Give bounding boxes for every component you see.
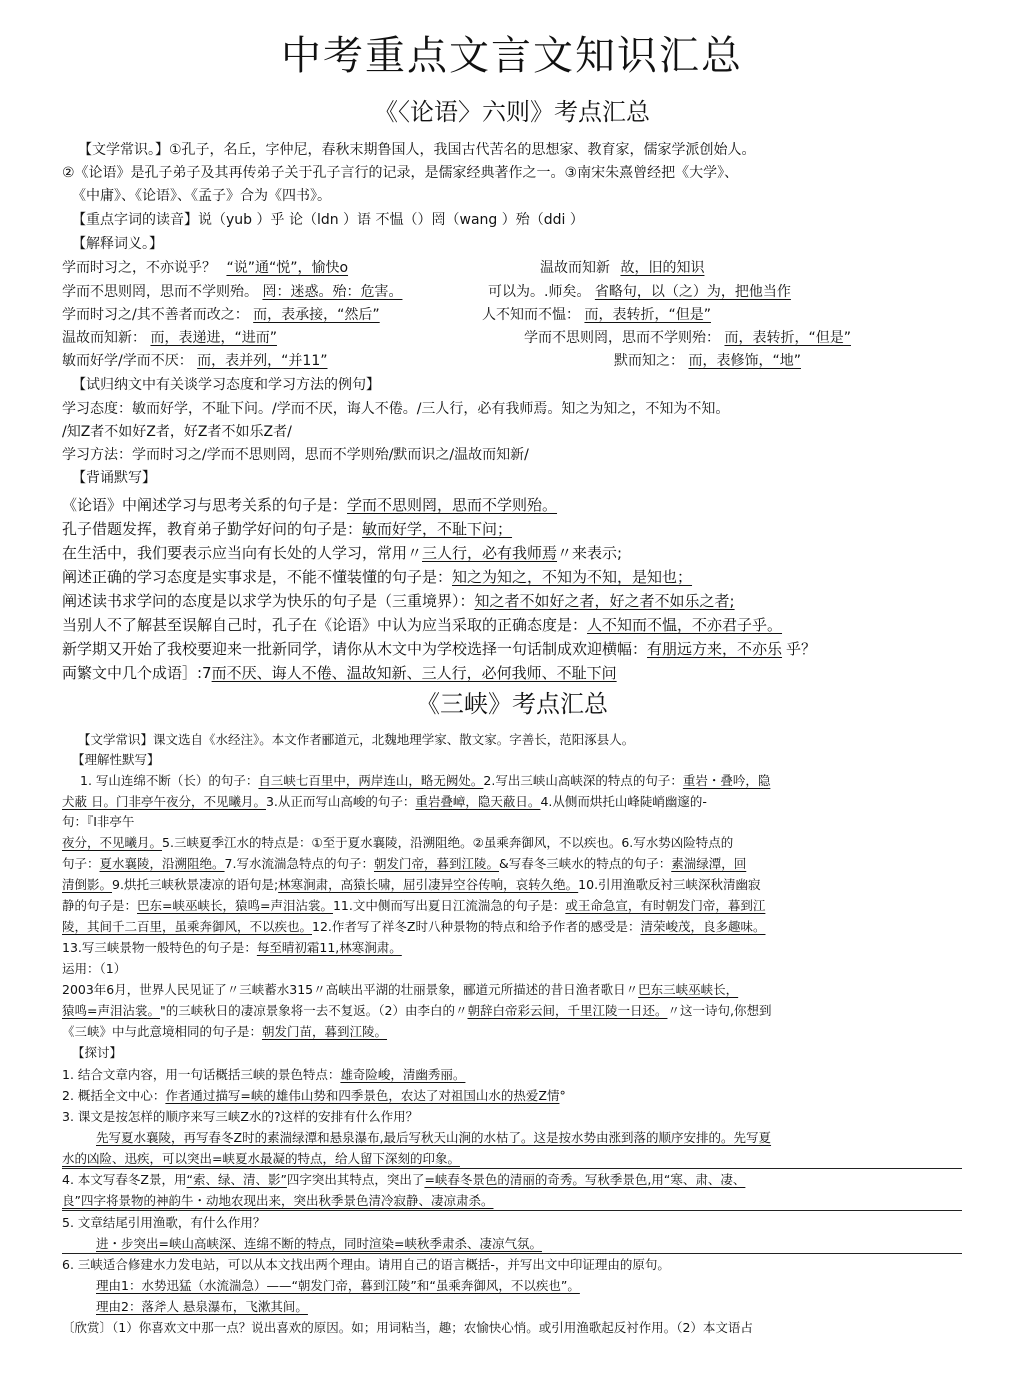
question-text: 乎？: [786, 640, 817, 658]
answer-text: 三人行，必有我师焉: [422, 544, 558, 562]
word-explanation-row: [488, 282, 791, 302]
study-method-line: 学习方法：学而时习之/学而不思则罔，思而不学则殆/默而识之/温故而知新/: [62, 447, 529, 463]
explain-term: 可以为。.师矣。: [488, 284, 591, 300]
question-text: 13.写三峡景物一般特色的句子是：: [62, 940, 257, 955]
answer-text: 朝发门苗，暮到江陵。: [262, 1024, 388, 1039]
question-text: 12.作者写了祥冬Z时八种景物的特点和给予作者的感受是：: [312, 919, 641, 934]
divider-line: [62, 1210, 962, 1211]
lit-note-line: 【文学常识】课文选自《水经注》。本文作者郦道元，北魏地理学家、散文家。字善长，范阳涿县人。: [78, 732, 635, 747]
study-attitude-line: 学习态度：敏而好学，不耻下问。/学而不厌，诲人不倦。/三人行，必有我师焉。知之为知之，不知为不知。: [62, 401, 730, 417]
explain-answer: 而，表承接，“然后”: [253, 307, 380, 323]
answer-text: 敏而好学，不耻下问；: [362, 520, 513, 538]
answer-text: 猿鸣=声泪沾裳。: [62, 1003, 160, 1018]
lit-note-line: 【文学常识。】①孔子，名丘，字仲尼，春秋末期鲁国人，我国古代苦名的思想家、教育家，儒家学派创始人。: [78, 142, 756, 158]
answer-text: 学而不思则罔，思而不学则殆。: [347, 496, 558, 514]
dictation-line: [62, 833, 733, 852]
question-text: 孔子借题发挥，教育弟子勤学好问的句子是：: [62, 520, 363, 538]
divider-line: [62, 1253, 962, 1254]
answer-text: 林寒涧肃，高猿长啸，屈引凄异空谷传响，哀转久绝。: [278, 877, 579, 892]
answer-text: 人不知而不愠，不亦君子乎。: [587, 616, 783, 634]
question-text: 7.写水流湍急特点的句子：: [224, 856, 374, 871]
recite-question: [62, 518, 512, 540]
answer-text: 素湍绿潭，回: [671, 856, 747, 871]
dictation-line: [62, 792, 707, 811]
explain-term: 默而知之：: [614, 353, 684, 369]
word-explanation-row: [62, 282, 402, 302]
recite-question: [62, 566, 692, 588]
explain-term: 人不知而不愠：: [482, 307, 580, 323]
section-label: 【背诵默写】: [72, 470, 156, 486]
section-label: 【试归纳文中有关谈学习态度和学习方法的例句】: [72, 377, 380, 393]
answer-text: 陵，其间千二百里，虽乘奔御风，不以疾也。: [62, 919, 313, 934]
discussion-answer: 进・步突出=峡山高峡深、连绵不断的特点，同时渲染=峡秋季肃杀、凄凉气氛。: [96, 1236, 542, 1251]
application-line: [62, 1001, 771, 1020]
discussion-answer: 良”四字将景物的神韵牛・动地农现出来，突出秋季景色清冷寂静、凄凉肃杀。: [62, 1193, 494, 1208]
answer-text: 每至晴初霜11,林寒涧肃。: [256, 940, 402, 955]
answer-text: 夏水襄陵，沿溯阻绝。: [99, 856, 225, 871]
answer-text: 朝发门帝，暮到江陵。: [373, 856, 499, 871]
explain-answer: 而，表转折，“但是”: [584, 307, 711, 323]
discussion-item: 6. 三峡适合修建水力发电站，可以从本文找出两个理由。请用自己的语言概括-，并写出文中印证理由的原句。: [62, 1257, 670, 1272]
discussion-answer: 理由1：水势迅猛（水流湍急）——“朝发门帝，暮到江陵”和“虽乘奔御风，不以疾也”。: [96, 1278, 580, 1293]
question-text: 両繁文中几个成语］:7: [62, 664, 212, 682]
question-text: 阐述读书求学问的态度是以求学为快乐的句子是（三重境界）：: [62, 592, 475, 610]
answer-text: 知之为知之，不知为不知，是知也；: [452, 568, 693, 586]
answer-text: 犬蔽 日。门非亭午夜分，不见曦月。: [62, 794, 266, 809]
answer-text: 有朋远方来，不亦乐: [647, 640, 783, 658]
explain-term: 学而不思则罔，思而不学则殆。: [62, 284, 258, 300]
explain-answer: “说”通“悦”，愉快o: [226, 260, 349, 276]
discussion-item: [62, 1170, 745, 1189]
answer-text: 朝辞白帝彩云间，千里江陵一日还。: [467, 1003, 668, 1018]
answer-text: 巴东三峡巫峡长，: [638, 982, 739, 997]
explain-answer: 省略句，以（之）为，把他当作: [594, 284, 791, 300]
explain-term: 温故而知新：: [62, 330, 146, 346]
answer-text: 自三峡七百里中，两岸连山，略无阙处。: [258, 773, 484, 788]
question-text: 句子：: [62, 856, 100, 871]
question-text: 2.写出三峡山高峡深的特点的句子：: [483, 773, 683, 788]
question-text: 静的句子是：: [62, 898, 138, 913]
explain-answer: 故，旧的知识: [620, 260, 705, 276]
explain-term: 学而时习之/其不善者而改之：: [62, 307, 249, 323]
word-explanation-row: [524, 328, 851, 348]
question-text: 11.文中侧而写出夏日江流湍急的句子是：: [332, 898, 566, 913]
page-title: 中考重点文言文知识汇总: [281, 33, 743, 79]
answer-text: =峡春冬景色的清丽的奇秀。写秋季景色,用: [424, 1172, 664, 1187]
question-text: 四字突出其特点，突出了: [286, 1172, 425, 1187]
question-text: 1. 结合文章内容，用一句话概括三峡的景色特点：: [62, 1067, 341, 1082]
question-text: 〃这一诗句,你想到: [667, 1003, 772, 1018]
explain-answer: 罔：迷惑。殆：危害。: [262, 284, 403, 300]
discussion-answer: 先写夏水襄陵，再写春冬Z时的素湍绿潭和悬泉瀑布,最后写秋天山涧的水枯了。这是按水势由涨到落的顺序安排的。先写夏: [96, 1130, 772, 1145]
question-text: 《论语》中阐述学习与思考关系的句子是：: [62, 496, 348, 514]
explain-answer: 而，表修饰，“地”: [688, 353, 801, 369]
explain-term: 温故而知新: [540, 260, 610, 276]
lit-note-line: ②《论语》是孔子弟子及其再传弟子关于孔子言行的记录，是儒家经典著作之一。③南宋朱熹曾经把《大学》、: [62, 165, 739, 181]
question-text: 4. 本文写春冬Z景，用: [62, 1172, 187, 1187]
divider-line: [62, 1168, 962, 1169]
recite-question: [62, 638, 816, 660]
section-heading-sanxia: 《三峡》考点汇总: [416, 690, 608, 718]
discussion-answer: 理由2：落斧人 悬泉瀑布，飞漱其间。: [96, 1299, 308, 1314]
application-line: [62, 980, 738, 999]
dictation-line: [62, 771, 770, 790]
recite-question: [62, 590, 735, 612]
word-explanation-row: [62, 258, 348, 278]
word-explanation-row: [482, 305, 711, 325]
word-explanation-row: [62, 351, 328, 371]
question-text: 当别人不了解甚至误解自己时，孔子在《论语》中认为应当采取的正确态度是：: [62, 616, 588, 634]
appreciation-line: 〔欣赏〕（1）你喜欢文中那一点？说出喜欢的原因。如；用词粘当，趣；农愉快心悄。或引用渔歌起反衬作用。（2）本文语占: [62, 1320, 753, 1335]
answer-text: 巴东=峡巫峡长，猿鸣=声泪沾裳。: [137, 898, 333, 913]
answer-text: 作者通过描写=峡的雄伟山势和四季景色，农达了对祖国山水的热爱Z情: [165, 1088, 560, 1103]
answer-text: 清荣峻茂，良多趣味。: [640, 919, 766, 934]
dictation-line: [62, 854, 746, 873]
discussion-item: 3. 课文是按怎样的顺序来写三峡Z水的?这样的安排有什么作用？: [62, 1109, 419, 1124]
recite-question: [62, 542, 622, 564]
explain-term: 敏而好学/学而不厌：: [62, 353, 193, 369]
section-label: 运用：（1）: [62, 961, 127, 976]
answer-text: 或王命急宣，有时朝发门帝，暮到江: [565, 898, 766, 913]
question-text: 〃来表示;: [557, 544, 623, 562]
section-heading-lunyu: 《〈论语〉六则》考点汇总: [374, 98, 650, 126]
question-text: °: [559, 1088, 566, 1103]
question-text: 1. 写山连绵不断（长）的句子：: [80, 773, 259, 788]
answer-text: 夜分，不见曦月。: [62, 835, 163, 850]
question-text: 9.烘托三峡秋景凄凉的语句是;: [112, 877, 279, 892]
question-text: 阐述正确的学习态度是实事求是，不能不懂装懂的句子是：: [62, 568, 453, 586]
question-text: "的三峡秋日的凄凉景象将一去不复返。（2）由李白的〃: [159, 1003, 468, 1018]
answer-text: 清倒影。: [62, 877, 113, 892]
study-attitude-line: /知Z者不如好Z者，好Z者不如乐Z者/: [62, 424, 292, 440]
dictation-line: [62, 812, 134, 831]
discussion-answer: 水的凶险、迅疾，可以突出=峡夏水最凝的特点，给人留下深刻的印象。: [62, 1151, 460, 1166]
question-text: 《三峡》中与此意境相同的句子是：: [62, 1024, 263, 1039]
discussion-item: [62, 1086, 566, 1105]
explain-term: 学而不思则罔，思而不学则殆：: [524, 330, 720, 346]
question-text: 2. 概括全文中心：: [62, 1088, 166, 1103]
application-line: [62, 1022, 387, 1041]
question-text: 新学期又开始了我校要迎来一批新同学，请你从木文中为学校选择一句话制成欢迎横幅：: [62, 640, 648, 658]
explain-answer: 而，表递进，“进而”: [150, 330, 277, 346]
word-explanation-row: [614, 351, 801, 371]
answer-text: 重岩叠嶂，隐天蔽日。: [415, 794, 541, 809]
section-label: 【解释词义。】: [72, 236, 163, 252]
section-label: 【理解性默写】: [72, 752, 160, 767]
answer-text: “索、绿、清、影”: [186, 1172, 287, 1187]
pronunciation-line: 【重点字词的读音】说（yub ）乎 论（ldn ）语 不愠（）罔（wang ）殆（ddi ）: [72, 212, 584, 228]
answer-text: “寒、肃、凄、: [663, 1172, 746, 1187]
question-text: 2003年6月，世界人民见证了〃三峡蓄水315〃高峡出平湖的壮丽景象，郦道元所描述的昔日渔者歌日〃: [62, 982, 639, 997]
question-text: 5.三峡夏季江水的特点是：①至于夏水襄陵，沿溯阻绝。②虽乘奔御风，不以疾也。6.写水势凶险特点的: [162, 835, 734, 850]
dictation-line: [62, 917, 765, 936]
question-text: 10.引用渔歌反衬三峡深秋清幽寂: [578, 877, 761, 892]
explain-answer: 而，表并列，“并11”: [197, 353, 328, 369]
dictation-line: [62, 896, 765, 915]
discussion-item: 5. 文章结尾引用渔歌，有什么作用？: [62, 1215, 266, 1230]
dictation-line: [62, 875, 761, 894]
answer-text: 而不厌、诲人不倦、温故知新、三人行，必何我师、不耻下问: [211, 664, 617, 682]
answer-text: 雄奇险峻，清幽秀丽。: [340, 1067, 466, 1082]
dictation-line: [62, 938, 402, 957]
explain-term: 学而时习之，不亦说乎？: [62, 260, 216, 276]
question-text: &写春冬三峡水的特点的句子：: [498, 856, 672, 871]
section-label: 【探讨】: [72, 1045, 123, 1060]
question-text: 3.从正而写山高峻的句子：: [265, 794, 416, 809]
recite-question: [62, 494, 557, 516]
question-text: 句：『I非亭午: [62, 814, 135, 829]
word-explanation-row: [540, 258, 704, 278]
recite-question: [62, 614, 782, 636]
discussion-item: [62, 1065, 465, 1084]
word-explanation-row: [62, 305, 380, 325]
question-text: 4.从侧而烘托山峰陡峭幽邃的-: [540, 794, 707, 809]
explain-answer: 而，表转折，“但是”: [724, 330, 851, 346]
question-text: 在生活中，我们要表示应当向有长处的人学习，常用〃: [62, 544, 423, 562]
answer-text: 知之者不如好之者，好之者不如乐之者;: [474, 592, 735, 610]
lit-note-line: 《中庸》、《论语》、《孟子》合为《四书》。: [72, 188, 331, 204]
word-explanation-row: [62, 328, 277, 348]
answer-text: 重岩・叠吟，隐: [682, 773, 771, 788]
recite-question: [62, 662, 617, 684]
